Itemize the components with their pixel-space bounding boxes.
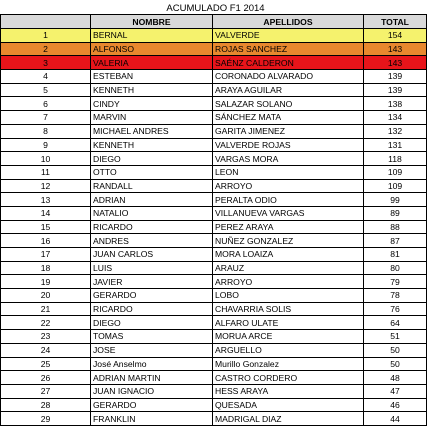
table-row: [1, 275, 427, 289]
table-row: [1, 179, 427, 193]
total-cell: 46: [364, 398, 427, 412]
row-number: 5: [1, 83, 91, 97]
nombre-cell: GERARDO: [91, 289, 213, 303]
total-cell: 47: [364, 384, 427, 398]
table-row: [1, 206, 427, 220]
standings-table: [0, 14, 427, 426]
row-number: 28: [1, 398, 91, 412]
row-number: 23: [1, 330, 91, 344]
row-number: 3: [1, 56, 91, 70]
total-cell: 109: [364, 179, 427, 193]
nombre-cell: ALFONSO: [91, 42, 213, 56]
header-nombre: NOMBRE: [91, 15, 213, 29]
table-row: [1, 412, 427, 426]
nombre-cell: KENNETH: [91, 83, 213, 97]
apellidos-cell: SÁNCHEZ MATA: [213, 111, 364, 125]
row-number: 26: [1, 371, 91, 385]
table-row: [1, 316, 427, 330]
table-row: [1, 111, 427, 125]
apellidos-cell: MORA LOAIZA: [213, 248, 364, 262]
table-row: [1, 138, 427, 152]
nombre-cell: GERARDO: [91, 398, 213, 412]
total-cell: 88: [364, 220, 427, 234]
apellidos-cell: ARAUZ: [213, 261, 364, 275]
table-row: [1, 343, 427, 357]
row-number: 16: [1, 234, 91, 248]
row-number: 27: [1, 384, 91, 398]
table-row: [1, 289, 427, 303]
table-row: [1, 83, 427, 97]
apellidos-cell: GARITA JIMENEZ: [213, 124, 364, 138]
nombre-cell: JUAN CARLOS: [91, 248, 213, 262]
table-row: [1, 371, 427, 385]
nombre-cell: RICARDO: [91, 302, 213, 316]
apellidos-cell: ARROYO: [213, 179, 364, 193]
total-cell: 50: [364, 343, 427, 357]
apellidos-cell: NUÑEZ GONZALEZ: [213, 234, 364, 248]
apellidos-cell: ARAYA AGUILAR: [213, 83, 364, 97]
row-number: 6: [1, 97, 91, 111]
table-row: [1, 152, 427, 166]
nombre-cell: TOMAS: [91, 330, 213, 344]
total-cell: 89: [364, 206, 427, 220]
row-number: 1: [1, 29, 91, 43]
nombre-cell: MARVIN: [91, 111, 213, 125]
table-row: [1, 384, 427, 398]
nombre-cell: ANDRES: [91, 234, 213, 248]
nombre-cell: DIEGO: [91, 152, 213, 166]
table-row: [1, 42, 427, 56]
nombre-cell: JAVIER: [91, 275, 213, 289]
row-number: 17: [1, 248, 91, 262]
row-number: 11: [1, 165, 91, 179]
total-cell: 143: [364, 42, 427, 56]
nombre-cell: ADRIAN: [91, 193, 213, 207]
total-cell: 139: [364, 70, 427, 84]
apellidos-cell: VARGAS MORA: [213, 152, 364, 166]
row-number: 25: [1, 357, 91, 371]
total-cell: 109: [364, 165, 427, 179]
total-cell: 132: [364, 124, 427, 138]
total-cell: 44: [364, 412, 427, 426]
table-row: [1, 29, 427, 43]
total-cell: 134: [364, 111, 427, 125]
total-cell: 79: [364, 275, 427, 289]
nombre-cell: JOSE: [91, 343, 213, 357]
nombre-cell: BERNAL: [91, 29, 213, 43]
nombre-cell: RANDALL: [91, 179, 213, 193]
total-cell: 154: [364, 29, 427, 43]
row-number: 13: [1, 193, 91, 207]
apellidos-cell: ARROYO: [213, 275, 364, 289]
total-cell: 118: [364, 152, 427, 166]
total-cell: 78: [364, 289, 427, 303]
table-row: [1, 97, 427, 111]
apellidos-cell: PERALTA ODIO: [213, 193, 364, 207]
header-num: [1, 15, 91, 29]
header-apellidos: APELLIDOS: [213, 15, 364, 29]
apellidos-cell: VILLANUEVA VARGAS: [213, 206, 364, 220]
header-total: TOTAL: [364, 15, 427, 29]
apellidos-cell: MADRIGAL DIAZ: [213, 412, 364, 426]
apellidos-cell: MORUA ARCE: [213, 330, 364, 344]
nombre-cell: FRANKLIN: [91, 412, 213, 426]
nombre-cell: ADRIAN MARTIN: [91, 371, 213, 385]
apellidos-cell: SAÉNZ CALDERON: [213, 56, 364, 70]
apellidos-cell: Murillo Gonzalez: [213, 357, 364, 371]
apellidos-cell: QUESADA: [213, 398, 364, 412]
apellidos-cell: VALVERDE ROJAS: [213, 138, 364, 152]
nombre-cell: VALERIA: [91, 56, 213, 70]
row-number: 10: [1, 152, 91, 166]
apellidos-cell: ARGUELLO: [213, 343, 364, 357]
nombre-cell: ESTEBAN: [91, 70, 213, 84]
row-number: 29: [1, 412, 91, 426]
total-cell: 87: [364, 234, 427, 248]
sheet-title: ACUMULADO F1 2014: [166, 3, 265, 14]
apellidos-cell: LEON: [213, 165, 364, 179]
row-number: 14: [1, 206, 91, 220]
apellidos-cell: VALVERDE: [213, 29, 364, 43]
table-row: [1, 302, 427, 316]
row-number: 24: [1, 343, 91, 357]
row-number: 12: [1, 179, 91, 193]
nombre-cell: DIEGO: [91, 316, 213, 330]
nombre-cell: LUIS: [91, 261, 213, 275]
total-cell: 50: [364, 357, 427, 371]
table-row: [1, 124, 427, 138]
total-cell: 81: [364, 248, 427, 262]
apellidos-cell: ROJAS SANCHEZ: [213, 42, 364, 56]
nombre-cell: MICHAEL ANDRES: [91, 124, 213, 138]
row-number: 15: [1, 220, 91, 234]
nombre-cell: RICARDO: [91, 220, 213, 234]
total-cell: 64: [364, 316, 427, 330]
apellidos-cell: ALFARO ULATE: [213, 316, 364, 330]
row-number: 22: [1, 316, 91, 330]
total-cell: 48: [364, 371, 427, 385]
row-number: 9: [1, 138, 91, 152]
nombre-cell: NATALIO: [91, 206, 213, 220]
total-cell: 99: [364, 193, 427, 207]
nombre-cell: OTTO: [91, 165, 213, 179]
table-row: [1, 261, 427, 275]
row-number: 4: [1, 70, 91, 84]
row-number: 18: [1, 261, 91, 275]
total-cell: 138: [364, 97, 427, 111]
table-row: [1, 165, 427, 179]
row-number: 8: [1, 124, 91, 138]
nombre-cell: JUAN IGNACIO: [91, 384, 213, 398]
row-number: 21: [1, 302, 91, 316]
apellidos-cell: PEREZ ARAYA: [213, 220, 364, 234]
table-row: [1, 398, 427, 412]
table-row: [1, 330, 427, 344]
table-row: [1, 357, 427, 371]
apellidos-cell: SALAZAR SOLANO: [213, 97, 364, 111]
table-row: [1, 234, 427, 248]
table-row: [1, 70, 427, 84]
nombre-cell: CINDY: [91, 97, 213, 111]
apellidos-cell: CHAVARRIA SOLIS: [213, 302, 364, 316]
total-cell: 143: [364, 56, 427, 70]
table-row: [1, 220, 427, 234]
apellidos-cell: CASTRO CORDERO: [213, 371, 364, 385]
nombre-cell: José Anselmo: [91, 357, 213, 371]
apellidos-cell: HESS ARAYA: [213, 384, 364, 398]
row-number: 19: [1, 275, 91, 289]
total-cell: 76: [364, 302, 427, 316]
table-row: [1, 193, 427, 207]
total-cell: 131: [364, 138, 427, 152]
row-number: 20: [1, 289, 91, 303]
table-row: [1, 248, 427, 262]
apellidos-cell: CORONADO ALVARADO: [213, 70, 364, 84]
table-row: [1, 56, 427, 70]
total-cell: 139: [364, 83, 427, 97]
apellidos-cell: LOBO: [213, 289, 364, 303]
total-cell: 51: [364, 330, 427, 344]
row-number: 2: [1, 42, 91, 56]
total-cell: 80: [364, 261, 427, 275]
row-number: 7: [1, 111, 91, 125]
nombre-cell: KENNETH: [91, 138, 213, 152]
header-row: [1, 15, 427, 29]
